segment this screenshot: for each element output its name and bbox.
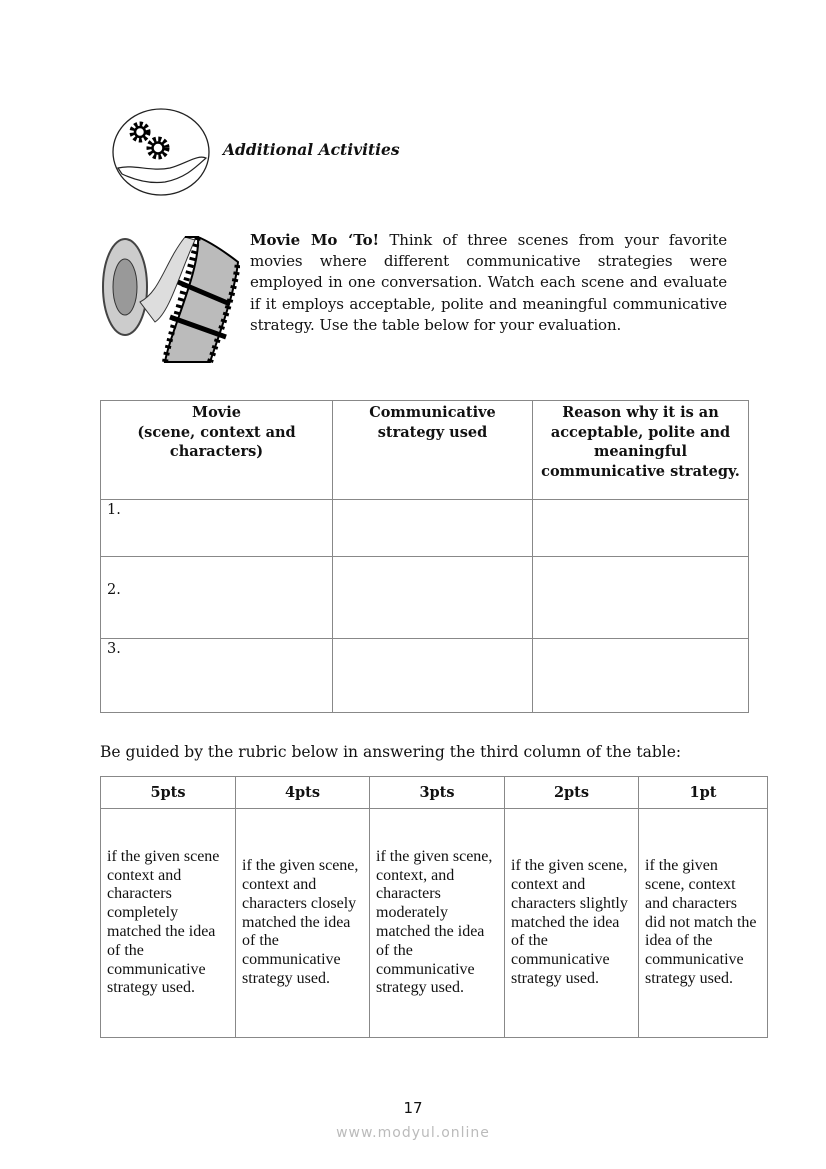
- film-reel-icon: [100, 232, 240, 364]
- strategy-cell[interactable]: [333, 639, 533, 713]
- gears-hand-icon: [110, 106, 212, 198]
- rubric-header: 1pt: [639, 777, 768, 809]
- rubric-header: 2pts: [505, 777, 639, 809]
- table-row: [101, 639, 749, 713]
- header-movie: Movie (scene, context and characters): [101, 401, 333, 500]
- rubric-header: 3pts: [370, 777, 505, 809]
- activity-body: Think of three scenes from your favorite movies where different communicative strategies were employed in one conversation. Watch each scene and evaluate if it employs acceptable, polite and meaningful communicative strategy. Use the table below for your evaluation.: [250, 231, 727, 334]
- row-number: 3.: [101, 639, 333, 713]
- header-reason: Reason why it is an acceptable, polite and meaningful communicative strategy.: [533, 401, 749, 500]
- evaluation-table: [100, 400, 749, 713]
- reason-cell[interactable]: [533, 500, 749, 557]
- row-number: 1.: [101, 500, 333, 557]
- watermark: www.modyul.online: [336, 1125, 490, 1141]
- row-number: 2.: [101, 557, 333, 639]
- table-row: [101, 557, 749, 639]
- reason-cell[interactable]: [533, 557, 749, 639]
- rubric-caption: Be guided by the rubric below in answering the third column of the table:: [100, 743, 682, 761]
- rubric-cell: if the given scene context and characters completely matched the idea of the communicative strategy used.: [101, 809, 236, 1038]
- strategy-cell[interactable]: [333, 557, 533, 639]
- section-heading: Additional Activities: [223, 140, 400, 159]
- strategy-cell[interactable]: [333, 500, 533, 557]
- rubric-cell: if the given scene, context and characters did not match the idea of the communicative strategy used.: [639, 809, 768, 1038]
- rubric-table: [100, 776, 768, 1038]
- rubric-cell: if the given scene, context, and characters moderately matched the idea of the communicative strategy used.: [370, 809, 505, 1038]
- rubric-cell: if the given scene, context and characters slightly matched the idea of the communicative strategy used.: [505, 809, 639, 1038]
- activity-title: Movie Mo ‘To!: [250, 231, 379, 249]
- rubric-cell: if the given scene, context and characters closely matched the idea of the communicative strategy used.: [236, 809, 370, 1038]
- rubric-header: 5pts: [101, 777, 236, 809]
- page-number: 17: [403, 1099, 423, 1117]
- rubric-header: 4pts: [236, 777, 370, 809]
- table-row: [101, 500, 749, 557]
- header-strategy: Communicative strategy used: [333, 401, 533, 500]
- activity-instructions: [250, 230, 727, 336]
- reason-cell[interactable]: [533, 639, 749, 713]
